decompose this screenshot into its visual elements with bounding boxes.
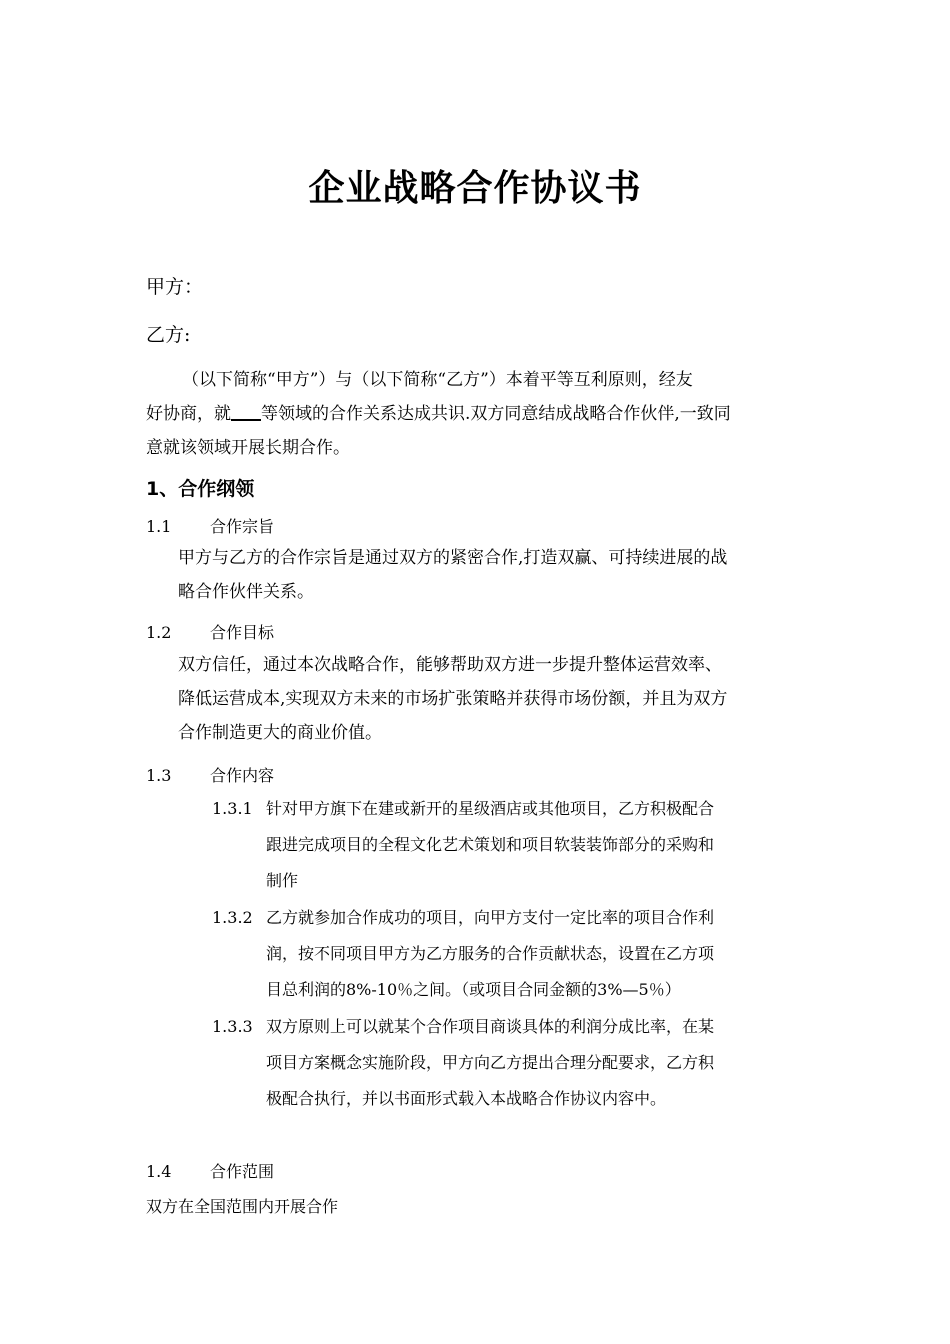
item-number: 1.3.2	[212, 908, 253, 927]
subsection-label: 合作范围	[210, 1162, 275, 1181]
body-line: 甲方与乙方的合作宗旨是通过双方的紧密合作,打造双赢、可持续进展的战	[178, 548, 728, 568]
intro-line-2	[146, 397, 806, 431]
subsection-label: 合作宗旨	[210, 517, 275, 536]
subsection-1-4-body: 双方在全国范围内开展合作	[146, 1197, 339, 1216]
body-line: 极配合执行，并以书面形式载入本战略合作协议内容中。	[266, 1089, 667, 1108]
item-number: 1.3.3	[212, 1017, 253, 1036]
body-line: 跟进完成项目的全程文化艺术策划和项目软装装饰部分的采购和	[266, 835, 715, 854]
subsection-number: 1.2	[146, 623, 172, 642]
subsection-label: 合作内容	[210, 766, 275, 785]
party-b-label: 乙方:	[146, 324, 191, 346]
document-title: 企业战略合作协议书	[308, 168, 642, 209]
intro-line-1: （以下简称“甲方”）与（以下简称“乙方”）本着平等互利原则，经友	[182, 370, 693, 390]
item-1-3-1	[212, 791, 714, 899]
body-line: 针对甲方旗下在建或新开的星级酒店或其他项目，乙方积极配合	[266, 799, 715, 818]
subsection-number: 1.3	[146, 766, 172, 785]
body-line: 润，按不同项目甲方为乙方服务的合作贡献状态，设置在乙方项	[266, 944, 715, 963]
intro-paragraph	[146, 363, 806, 465]
body-line: 双方原则上可以就某个合作项目商谈具体的利润分成比率，在某	[266, 1017, 715, 1036]
body-line: 制作	[266, 871, 299, 890]
body-line: 乙方就参加合作成功的项目，向甲方支付一定比率的项目合作利	[266, 908, 715, 927]
intro-line-2-before: 好协商，就	[146, 404, 231, 424]
blank-field	[231, 401, 261, 421]
intro-line-2-after: 等领域的合作关系达成共识.双方同意结成战略合作伙伴,一致同	[261, 404, 731, 424]
subsection-1-2-body	[178, 648, 808, 750]
body-line: 项目方案概念实施阶段，甲方向乙方提出合理分配要求，乙方积	[266, 1053, 715, 1072]
subsection-1-2	[146, 620, 274, 643]
item-1-3-2	[212, 900, 714, 1008]
body-line: 合作制造更大的商业价值。	[178, 723, 382, 743]
subsection-label: 合作目标	[210, 623, 275, 642]
intro-line-3: 意就该领域开展长期合作。	[146, 438, 350, 458]
body-line: 目总利润的8%-10％之间。（或项目合同金额的3%—5％）	[266, 980, 681, 999]
body-line: 降低运营成本,实现双方未来的市场扩张策略并获得市场份额，并且为双方	[178, 689, 728, 709]
item-1-3-3	[212, 1009, 714, 1117]
subsection-number: 1.1	[146, 517, 172, 536]
body-line: 双方信任，通过本次战略合作，能够帮助双方进一步提升整体运营效率、	[178, 655, 722, 675]
subsection-1-4	[146, 1159, 274, 1182]
party-a-label: 甲方：	[146, 276, 204, 298]
subsection-1-3	[146, 763, 274, 786]
subsection-1-1-body	[178, 541, 808, 609]
section-heading: 1、合作纲领	[146, 478, 255, 500]
item-number: 1.3.1	[212, 799, 253, 818]
body-line: 略合作伙伴关系。	[178, 582, 314, 602]
subsection-number: 1.4	[146, 1162, 172, 1181]
subsection-1-1	[146, 514, 274, 537]
